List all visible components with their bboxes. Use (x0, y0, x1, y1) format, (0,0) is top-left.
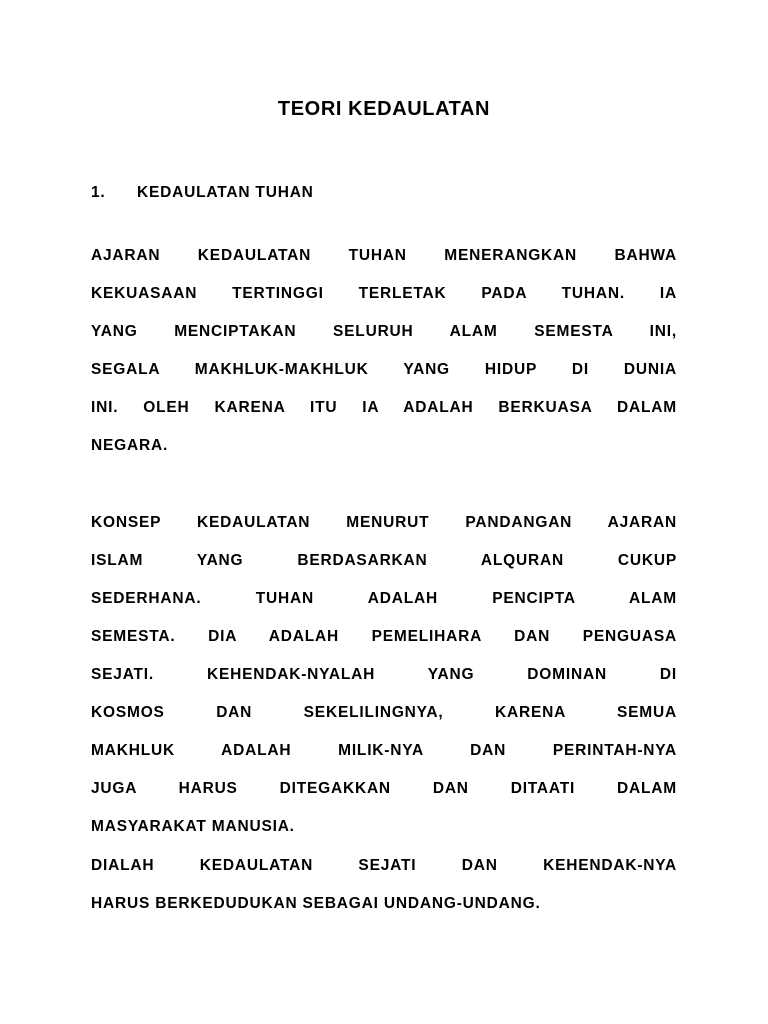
text-line: DIALAH KEDAULATAN SEJATI DAN KEHENDAK-NYA (91, 857, 677, 874)
text-line: JUGA HARUS DITEGAKKAN DAN DITAATI DALAM (91, 780, 677, 797)
text-line: MAKHLUK ADALAH MILIK-NYA DAN PERINTAH-NYA (91, 742, 677, 759)
text-line: ISLAM YANG BERDASARKAN ALQURAN CUKUP (91, 552, 677, 569)
text-line: YANG MENCIPTAKAN SELURUH ALAM SEMESTA INI, (91, 323, 677, 340)
text-line: NEGARA. (91, 437, 169, 454)
text-line: KOSMOS DAN SEKELILINGNYA, KARENA SEMUA (91, 704, 677, 721)
text-line: INI. OLEH KARENA ITU IA ADALAH BERKUASA DALAM (91, 399, 677, 416)
text-line: KONSEP KEDAULATAN MENURUT PANDANGAN AJARAN (91, 514, 677, 531)
text-line: AJARAN KEDAULATAN TUHAN MENERANGKAN BAHWA (91, 247, 677, 264)
text-line: MASYARAKAT MANUSIA. (91, 818, 295, 835)
paragraph-1 (91, 237, 677, 465)
paragraph-3 (91, 847, 677, 923)
text-line: HARUS BERKEDUDUKAN SEBAGAI UNDANG-UNDANG. (91, 895, 541, 912)
paragraph-2 (91, 504, 677, 846)
section-heading (91, 184, 314, 202)
section-number: 1. (91, 184, 106, 201)
section-heading-text: KEDAULATAN TUHAN (137, 184, 314, 201)
text-line: SEDERHANA. TUHAN ADALAH PENCIPTA ALAM (91, 590, 677, 607)
text-line: SEMESTA. DIA ADALAH PEMELIHARA DAN PENGUASA (91, 628, 677, 645)
text-line: SEJATI. KEHENDAK-NYALAH YANG DOMINAN DI (91, 666, 677, 683)
text-line: KEKUASAAN TERTINGGI TERLETAK PADA TUHAN. IA (91, 285, 677, 302)
text-line: SEGALA MAKHLUK-MAKHLUK YANG HIDUP DI DUNIA (91, 361, 677, 378)
document-title: TEORI KEDAULATAN (277, 98, 491, 120)
